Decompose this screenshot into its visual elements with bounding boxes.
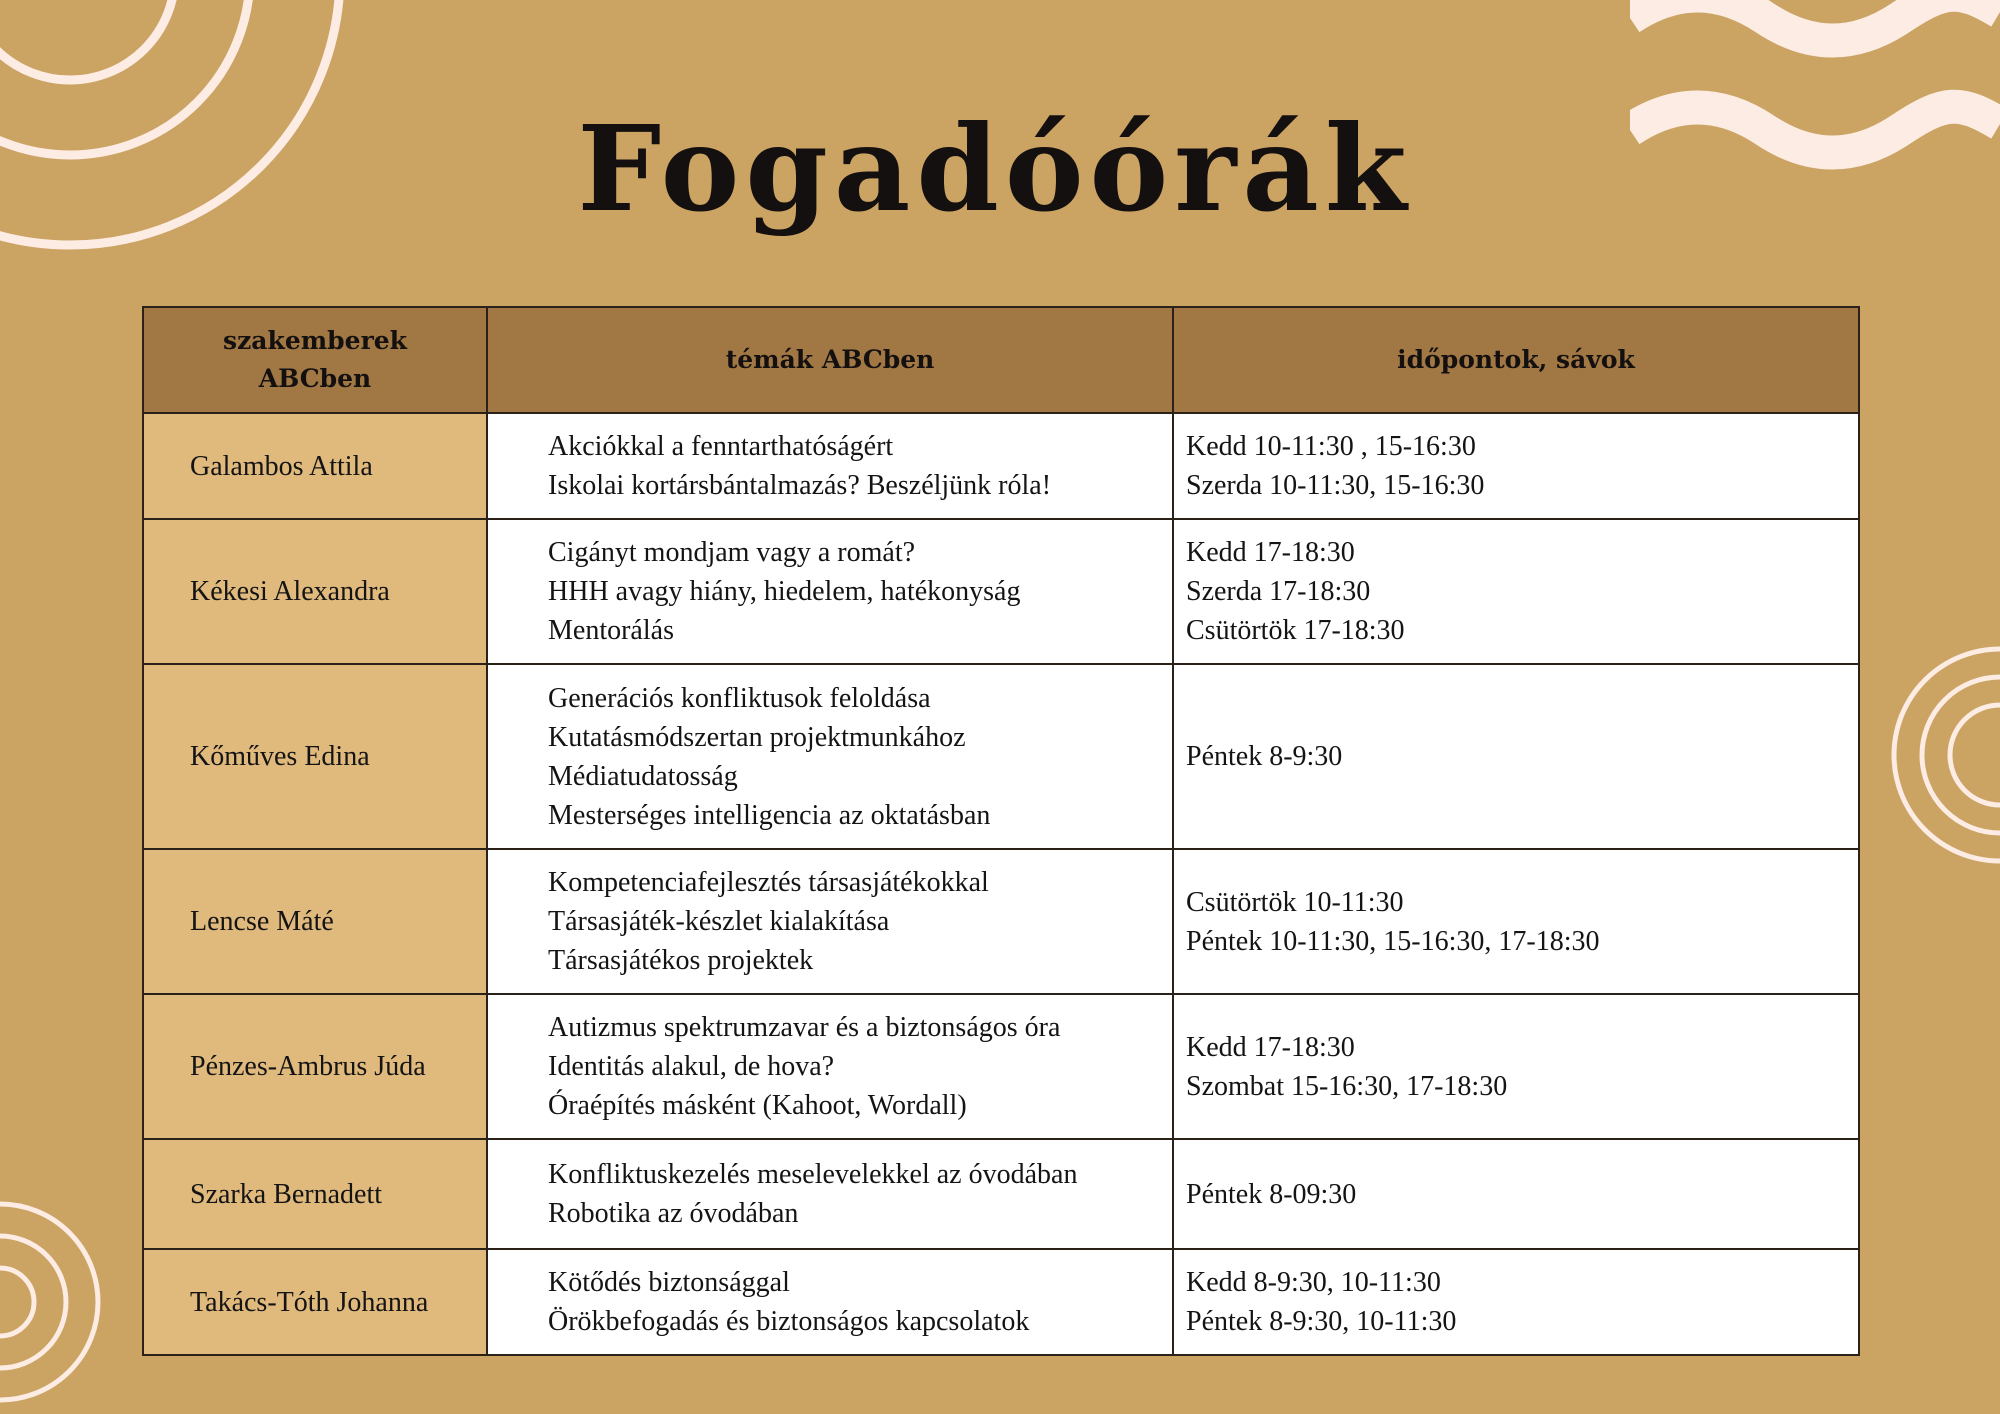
times-cell — [1173, 664, 1859, 849]
times-cell — [1173, 413, 1859, 519]
topics-cell — [487, 664, 1173, 849]
topic-item: Kötődés biztonsággal — [548, 1267, 790, 1298]
time-slot: Csütörtök 10-11:30 — [1186, 886, 1404, 918]
time-slot: Csütörtök 17-18:30 — [1186, 615, 1405, 646]
concentric-arcs-bottom-left — [0, 1190, 120, 1414]
topic-item: Identitás alakul, de hova? — [548, 1051, 835, 1082]
times-cell — [1173, 994, 1859, 1139]
time-slot: Péntek 8-09:30 — [1186, 1178, 1357, 1210]
topic-item: Mentorálás — [548, 615, 674, 646]
topic-item: Robotika az óvodában — [548, 1198, 799, 1229]
expert-name: Galambos Attila — [143, 413, 487, 519]
topic-item: Kutatásmódszertan projektmunkához — [548, 721, 966, 753]
time-slot: Kedd 10-11:30 , 15-16:30 — [1186, 431, 1476, 462]
time-slot: Kedd 17-18:30 — [1186, 537, 1355, 568]
time-slot: Kedd 17-18:30 — [1186, 1031, 1355, 1063]
topic-item: Médiatudatosság — [548, 760, 738, 792]
expert-name: Takács-Tóth Johanna — [143, 1249, 487, 1355]
time-slot: Péntek 8-9:30, 10-11:30 — [1186, 1306, 1457, 1337]
page-title: Fogadóórák — [577, 99, 1413, 238]
table-row — [143, 1139, 1859, 1249]
time-slot: Szombat 15-16:30, 17-18:30 — [1186, 1070, 1508, 1102]
topics-cell — [487, 994, 1173, 1139]
time-slot: Péntek 10-11:30, 15-16:30, 17-18:30 — [1186, 925, 1600, 957]
topics-cell — [487, 1249, 1173, 1355]
topic-item: HHH avagy hiány, hiedelem, hatékonyság — [548, 576, 1021, 607]
topic-item: Generációs konfliktusok feloldása — [548, 682, 931, 714]
header-experts: szakemberek ABCben — [143, 307, 487, 413]
table-row — [143, 1249, 1859, 1355]
times-cell — [1173, 519, 1859, 664]
time-slot: Szerda 10-11:30, 15-16:30 — [1186, 470, 1485, 501]
topic-item: Autizmus spektrumzavar és a biztonságos óra — [548, 1012, 1061, 1043]
expert-name: Szarka Bernadett — [143, 1139, 487, 1249]
expert-name: Kékesi Alexandra — [143, 519, 487, 664]
topics-cell — [487, 519, 1173, 664]
table-row — [143, 849, 1859, 994]
expert-name: Kőműves Edina — [143, 664, 487, 849]
time-slot: Szerda 17-18:30 — [1186, 576, 1371, 607]
topics-cell — [487, 849, 1173, 994]
topic-item: Iskolai kortársbántalmazás? Beszéljünk róla! — [548, 470, 1052, 501]
topic-item: Társasjátékos projektek — [548, 945, 814, 976]
topic-item: Akciókkal a fenntarthatóságért — [548, 431, 894, 462]
time-slot: Kedd 8-9:30, 10-11:30 — [1186, 1267, 1441, 1298]
topic-item: Társasjáték-készlet kialakítása — [548, 906, 890, 937]
times-cell — [1173, 1249, 1859, 1355]
concentric-circles-right — [1880, 645, 2000, 865]
table-row — [143, 994, 1859, 1139]
topic-item: Kompetenciafejlesztés társasjátékokkal — [548, 867, 989, 898]
topic-item: Cigányt mondjam vagy a romát? — [548, 537, 916, 568]
topic-item: Konfliktuskezelés meselevelekkel az óvodában — [548, 1159, 1078, 1190]
times-cell — [1173, 849, 1859, 994]
topic-item: Örökbefogadás és biztonságos kapcsolatok — [548, 1306, 1030, 1337]
header-times: időpontok, sávok — [1173, 307, 1859, 413]
expert-name: Pénzes-Ambrus Júda — [143, 994, 487, 1139]
topics-cell — [487, 413, 1173, 519]
topic-item: Mesterséges intelligencia az oktatásban — [548, 799, 991, 831]
table-header-row — [143, 307, 1859, 413]
office-hours-table — [142, 306, 1860, 1356]
times-cell — [1173, 1139, 1859, 1249]
topic-item: Óraépítés másként (Kahoot, Wordall) — [548, 1090, 967, 1121]
time-slot: Péntek 8-9:30 — [1186, 741, 1343, 772]
topics-cell — [487, 1139, 1173, 1249]
table-row — [143, 413, 1859, 519]
table-row — [143, 519, 1859, 664]
table-row — [143, 664, 1859, 849]
expert-name: Lencse Máté — [143, 849, 487, 994]
header-topics: témák ABCben — [487, 307, 1173, 413]
